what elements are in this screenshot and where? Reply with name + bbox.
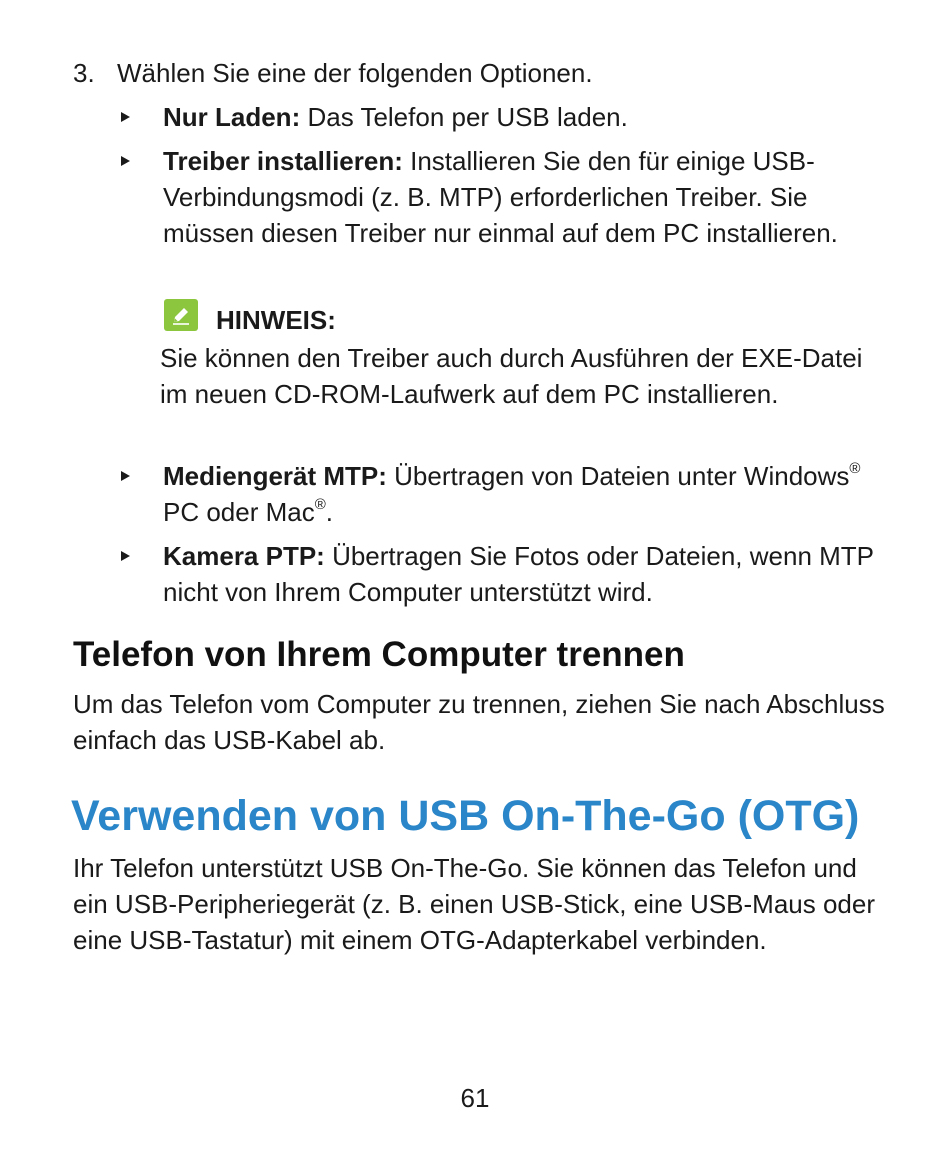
section-text-disconnect: Um das Telefon vom Computer zu trennen, ziehen Sie nach Abschluss einfach das USB-Kabel ab.: [73, 689, 885, 755]
bullet-triangle-icon: [121, 551, 130, 561]
option-desc: .: [325, 497, 334, 527]
section-heading-otg: Verwenden von USB On-The-Go (OTG): [71, 792, 860, 840]
option-desc: PC oder Mac: [163, 497, 315, 527]
note-text: Sie können den Treiber auch durch Ausführen der EXE-Datei im neuen CD-ROM-Laufwerk auf dem PC installieren.: [160, 343, 863, 409]
option-charge-only: [163, 99, 883, 135]
bullet-triangle-icon: [121, 112, 130, 122]
registered-mark: ®: [849, 460, 861, 478]
option-term: Mediengerät MTP:: [163, 461, 387, 491]
step-item: [73, 55, 593, 91]
option-term: Kamera PTP:: [163, 541, 325, 571]
note-label: HINWEIS:: [216, 305, 336, 335]
note-header: [164, 292, 336, 338]
option-desc: Übertragen Sie Fotos oder Dateien, wenn MTP nicht von Ihrem Computer unterstützt wird.: [163, 541, 874, 607]
option-term: Treiber installieren:: [163, 146, 403, 176]
bullet-triangle-icon: [121, 471, 130, 481]
option-term: Nur Laden:: [163, 102, 301, 132]
option-install-driver: [163, 143, 883, 251]
section-text-otg: Ihr Telefon unterstützt USB On-The-Go. Sie können das Telefon und ein USB-Peripheriegerät (z. B. einen USB-Stick, eine USB-Maus oder eine USB-Tastatur) mit einem OTG-Adapterkabel verbinden.: [73, 853, 876, 955]
option-mtp: [163, 458, 883, 530]
section-heading-disconnect: Telefon von Ihrem Computer trennen: [73, 635, 685, 674]
step-text: Wählen Sie eine der folgenden Optionen.: [117, 58, 593, 88]
option-ptp: [163, 538, 883, 610]
page-number: 61: [460, 1083, 490, 1113]
step-number: 3.: [73, 58, 95, 88]
option-desc: Das Telefon per USB laden.: [300, 102, 628, 132]
bullet-triangle-icon: [121, 156, 130, 166]
option-desc: Übertragen von Dateien unter Windows: [386, 461, 850, 491]
pencil-note-icon: [164, 299, 198, 331]
registered-mark: ®: [314, 496, 326, 514]
option-desc: Installieren Sie den für einige USB-Verbindungsmodi (z. B. MTP) erforderlichen Treiber. Sie müssen diesen Treiber nur einmal auf dem PC installieren.: [163, 146, 838, 248]
